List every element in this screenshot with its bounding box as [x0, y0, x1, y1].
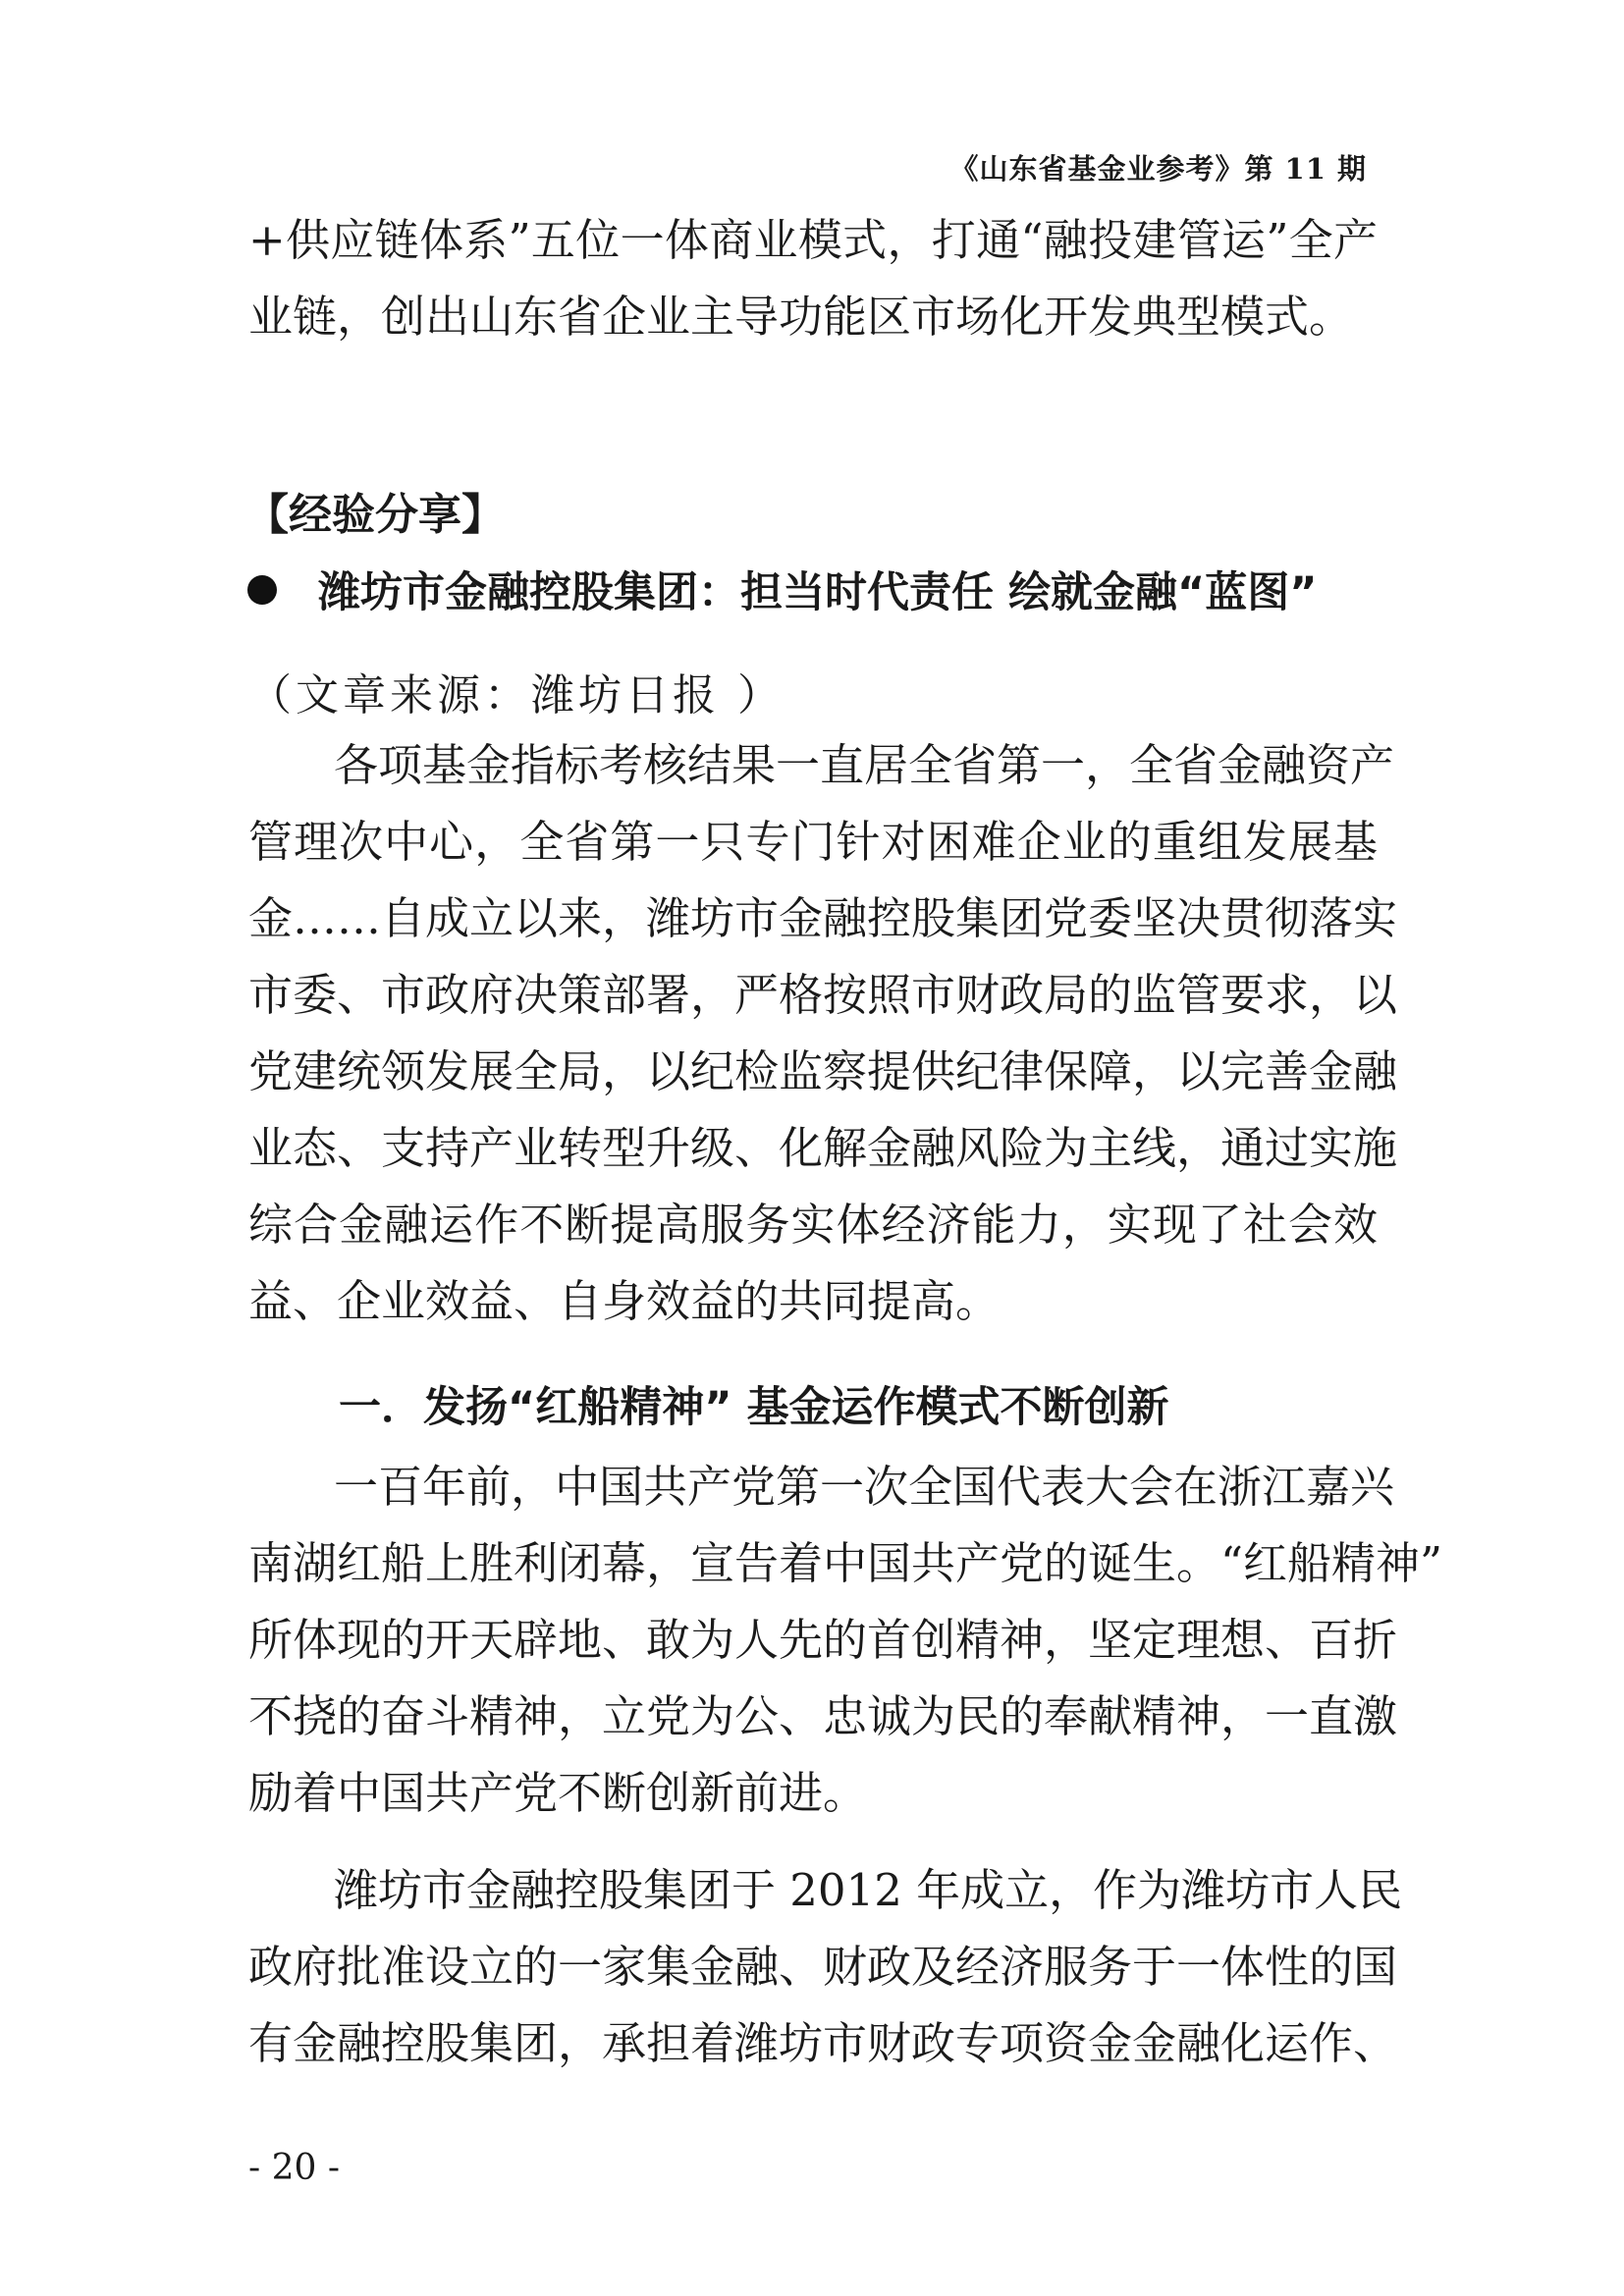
paragraph-line: 励着中国共产党不断创新前进。 — [248, 1767, 868, 1819]
paragraph-line: 南湖红船上胜利闭幕，宣告着中国共产党的诞生。“红船精神” — [248, 1537, 1443, 1589]
paragraph-line: 管理次中心，全省第一只专门针对困难企业的重组发展基 — [248, 816, 1378, 868]
page-number: - 20 - — [248, 2148, 341, 2188]
paragraph-line: 金……自成立以来，潍坊市金融控股集团党委坚决贯彻落实 — [248, 892, 1398, 944]
bullet-icon — [247, 575, 277, 605]
paragraph-line: 业态、支持产业转型升级、化解金融风险为主线，通过实施 — [248, 1122, 1398, 1174]
paragraph-line: 综合金融运作不断提高服务实体经济能力，实现了社会效 — [248, 1199, 1378, 1251]
paragraph-line: 市委、市政府决策部署，严格按照市财政局的监管要求，以 — [248, 969, 1398, 1021]
running-header: 《山东省基金业参考》第 11 期 — [949, 152, 1367, 186]
paragraph-line: 潍坊市金融控股集团于 2012 年成立，作为潍坊市人民 — [334, 1864, 1403, 1916]
paragraph-line: 一百年前，中国共产党第一次全国代表大会在浙江嘉兴 — [334, 1461, 1395, 1513]
paragraph-line: 各项基金指标考核结果一直居全省第一，全省金融资产 — [334, 739, 1395, 791]
intro-line: 业链，创出山东省企业主导功能区市场化开发典型模式。 — [248, 291, 1354, 343]
paragraph-line: 政府批准设立的一家集金融、财政及经济服务于一体性的国 — [248, 1941, 1398, 1993]
paragraph-line: 有金融控股集团，承担着潍坊市财政专项资金金融化运作、 — [248, 2017, 1398, 2069]
section-label: 【经验分享】 — [245, 490, 505, 540]
intro-line: +供应链体系”五位一体商业模式，打通“融投建管运”全产 — [248, 214, 1378, 266]
paragraph-line: 所体现的开天辟地、敢为人先的首创精神，坚定理想、百折 — [248, 1614, 1398, 1666]
article-source: （文章来源：潍坊日报 ） — [248, 670, 785, 721]
paragraph-line: 不挠的奋斗精神，立党为公、忠诚为民的奉献精神，一直激 — [248, 1690, 1398, 1742]
paragraph-line: 益、企业效益、自身效益的共同提高。 — [248, 1275, 1001, 1327]
paragraph-line: 党建统领发展全局，以纪检监察提供纪律保障，以完善金融 — [248, 1045, 1398, 1097]
article-title — [245, 560, 1318, 619]
article-title-text: 潍坊市金融控股集团：担当时代责任 绘就金融“蓝图” — [318, 568, 1318, 617]
section-heading: 一．发扬“红船精神” 基金运作模式不断创新 — [339, 1383, 1169, 1432]
